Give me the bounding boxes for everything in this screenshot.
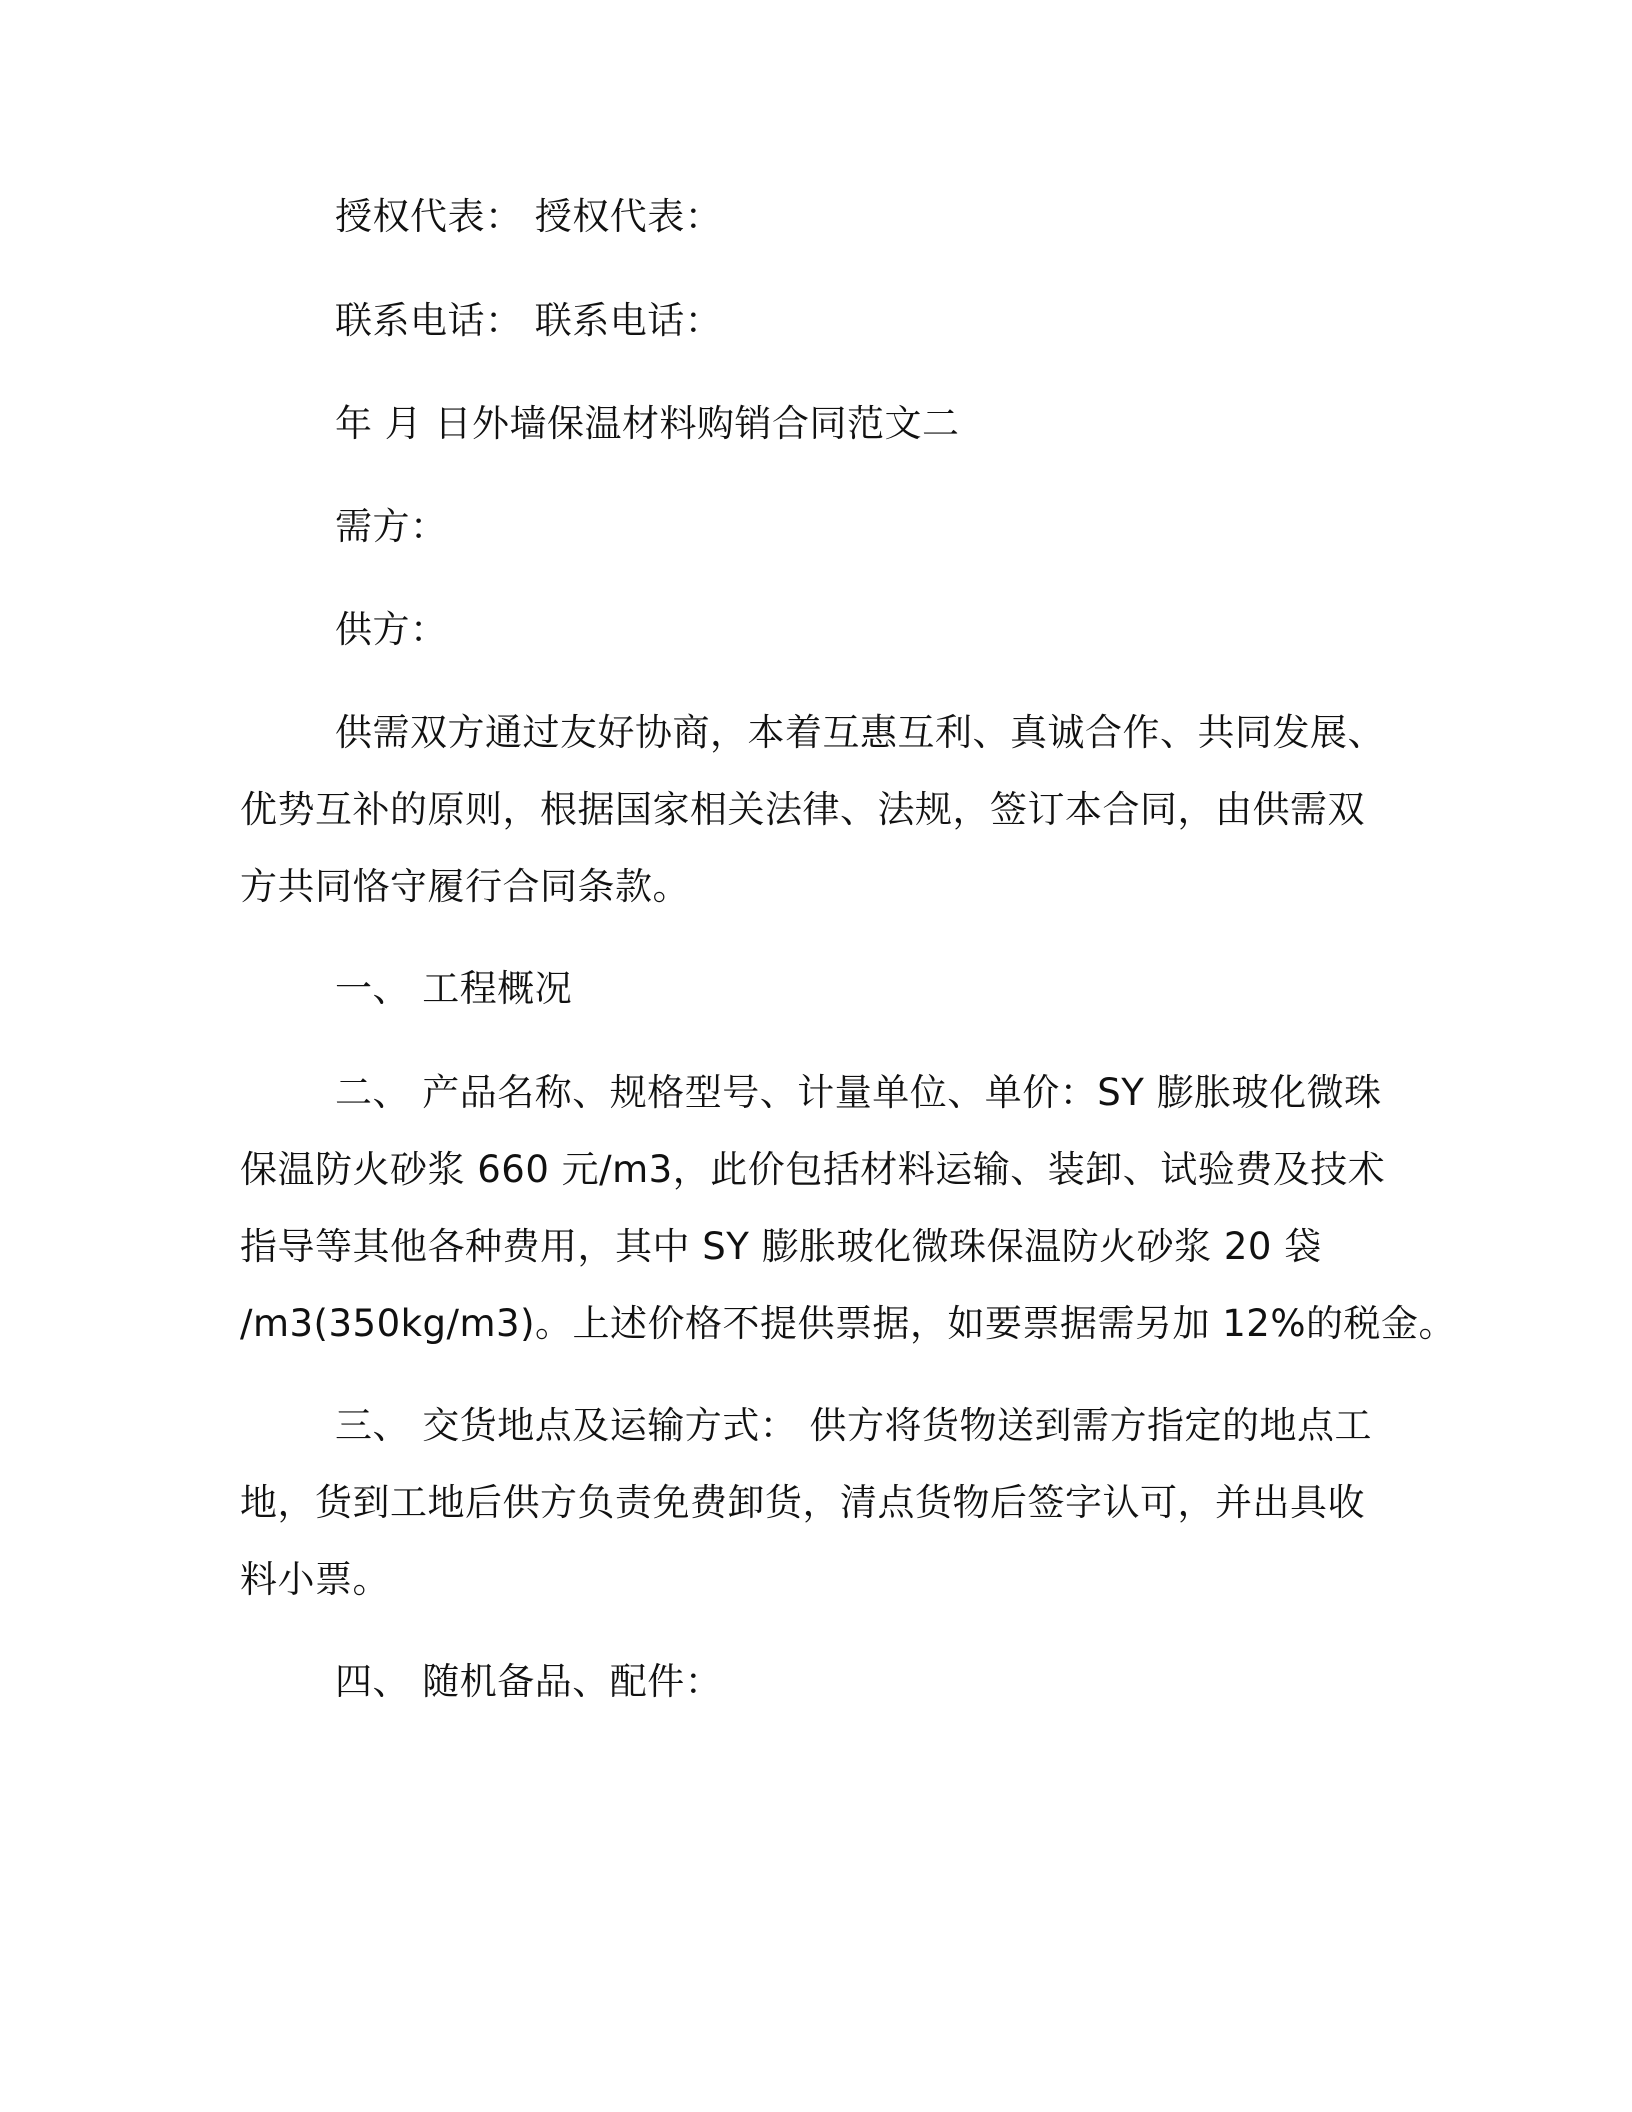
section-heading: 一、 工程概况 xyxy=(335,967,573,1010)
paragraph-contract-title xyxy=(240,385,1440,462)
paragraph-section-3 xyxy=(240,1387,1440,1618)
text-line: 三、 交货地点及运输方式： 供方将货物送到需方指定的地点工 xyxy=(335,1404,1373,1447)
text-line: 需方： xyxy=(335,505,448,548)
paragraph-section-1 xyxy=(240,950,1440,1027)
text-line: 优势互补的原则，根据国家相关法律、法规，签订本合同，由供需双 xyxy=(240,788,1365,831)
text-line: 方共同恪守履行合同条款。 xyxy=(240,865,690,908)
paragraph-contact-phone xyxy=(240,282,1440,359)
paragraph-authorized-representative xyxy=(240,178,1440,255)
text-line: 四、 随机备品、配件： xyxy=(335,1660,723,1703)
paragraph-buyer xyxy=(240,488,1440,565)
paragraph-section-4 xyxy=(240,1643,1440,1720)
paragraph-section-2 xyxy=(240,1054,1457,1362)
text-line: 供需双方通过友好协商，本着互惠互利、真诚合作、共同发展、 xyxy=(335,711,1385,754)
paragraph-supplier xyxy=(240,591,1440,668)
text-line: 联系电话： 联系电话： xyxy=(335,299,723,342)
text-line: 保温防火砂浆 660 元/m3，此价包括材料运输、装卸、试验费及技术 xyxy=(240,1148,1386,1191)
text-line: /m3(350kg/m3)。上述价格不提供票据，如要票据需另加 12%的税金。 xyxy=(240,1302,1457,1345)
text-line: 供方： xyxy=(335,608,448,651)
text-line: 年 月 日外墙保温材料购销合同范文二 xyxy=(335,402,960,445)
text-line: 料小票。 xyxy=(240,1558,390,1601)
text-line: 二、 产品名称、规格型号、计量单位、单价：SY 膨胀玻化微珠 xyxy=(335,1071,1382,1114)
paragraph-preamble xyxy=(240,694,1440,925)
text-line: 授权代表： 授权代表： xyxy=(335,195,723,238)
text-line: 地，货到工地后供方负责免费卸货，清点货物后签字认可，并出具收 xyxy=(240,1481,1365,1524)
text-line: 指导等其他各种费用，其中 SY 膨胀玻化微珠保温防火砂浆 20 袋 xyxy=(240,1225,1322,1268)
